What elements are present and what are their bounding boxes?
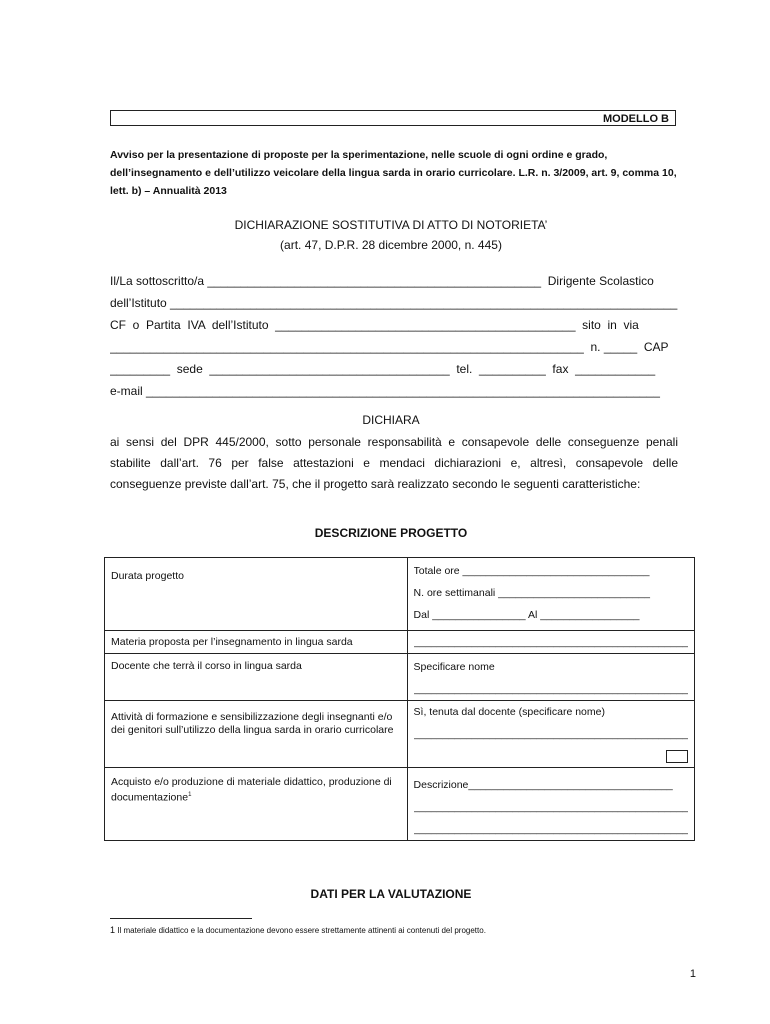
- footnote-ref: 1: [188, 792, 192, 798]
- descrizione-heading: DESCRIZIONE PROGETTO: [314, 526, 468, 540]
- field-cf-piva[interactable]: CF o Partita IVA dell’Istituto _____________________________________________ sito in via: [110, 318, 639, 332]
- label-docente: Docente che terrà il corso in lingua sarda: [105, 654, 408, 701]
- materia-field[interactable]: _______________________________________________: [413, 636, 688, 648]
- descrizione-line-2[interactable]: _______________________________________________: [413, 801, 688, 813]
- materia-cell: [407, 631, 694, 654]
- label-durata: Durata progetto: [105, 558, 408, 631]
- document-title: DICHIARAZIONE SOSTITUTIVA DI ATTO DI NOTORIETA’: [234, 218, 548, 232]
- docente-name-field[interactable]: _______________________________________________: [413, 683, 688, 695]
- footnote-number: 1: [110, 925, 116, 935]
- specificare-nome-label: Specificare nome: [413, 661, 495, 673]
- field-sede-tel-fax[interactable]: _________ sede ____________________________________ tel. __________ fax ____________: [110, 362, 656, 376]
- table-row: [105, 631, 695, 654]
- table-row: [105, 654, 695, 701]
- modello-label: MODELLO B: [110, 110, 676, 126]
- field-istituto[interactable]: dell’Istituto ____________________________________________________________________________: [110, 296, 678, 310]
- attivita-cell: [407, 701, 694, 768]
- page-number: 1: [689, 968, 696, 980]
- materiale-label-cell: [105, 768, 408, 841]
- field-email[interactable]: e-mail _____________________________________________________________________________: [110, 384, 660, 398]
- table-row: [105, 701, 695, 768]
- label-materia: Materia proposta per l’insegnamento in lingua sarda: [105, 631, 408, 654]
- table-row: [105, 558, 695, 631]
- footnote: [110, 925, 710, 935]
- option-no-row: [414, 745, 688, 767]
- option-si-label: Sì, tenuta dal docente (specificare nome): [413, 706, 605, 718]
- totale-ore-field[interactable]: Totale ore ________________________________: [413, 565, 650, 577]
- dal-al-field[interactable]: Dal ________________ Al _________________: [413, 609, 640, 621]
- footnote-text: Il materiale didattico e la documentazione devono essere strettamente attinenti ai contenuti del progetto.: [117, 926, 486, 935]
- dichiara-heading: DICHIARA: [362, 413, 420, 427]
- durata-cell: [407, 558, 694, 631]
- label-materiale: Acquisto e/o produzione di materiale didattico, produzione di documentazione: [111, 776, 392, 804]
- field-sottoscritto[interactable]: Il/La sottoscritto/a __________________________________________________ Dirigente Scolastico: [110, 274, 654, 288]
- materiale-cell: [407, 768, 694, 841]
- ore-settimanali-field[interactable]: N. ore settimanali __________________________: [413, 587, 650, 599]
- table-row: [105, 768, 695, 841]
- docente-cell: [407, 654, 694, 701]
- declaration-paragraph: ai sensi del DPR 445/2000, sotto personale responsabilità e consapevole delle conseguenze penali stabilite dall’art. 76 per false attestazioni e mendaci dichiarazioni e, altresì, consapevole delle conseguenze previste dall’art. 75, che il progetto sarà realizzato secondo le seguenti caratteristiche:: [110, 435, 678, 491]
- descrizione-line-3[interactable]: _______________________________________________: [413, 823, 688, 835]
- project-description-table: [104, 557, 695, 841]
- document-subtitle: (art. 47, D.P.R. 28 dicembre 2000, n. 445): [280, 238, 502, 252]
- si-docente-field[interactable]: _______________________________________________: [413, 728, 688, 740]
- dati-valutazione-heading: DATI PER LA VALUTAZIONE: [310, 887, 472, 901]
- avviso-heading: Avviso per la presentazione di proposte per la sperimentazione, nelle scuole di ogni ordine e grado, dell’insegnamento e dell’utilizzo veicolare della lingua sarda in orario curricolare. L.R. n. 3/2009, art. 9, comma 10, lett. b) – Annualità 2013: [110, 149, 677, 197]
- descrizione-field[interactable]: Descrizione___________________________________: [413, 779, 673, 791]
- footnote-separator: [110, 918, 252, 919]
- field-via-cap[interactable]: _______________________________________________________________________ n. _____ CAP: [110, 340, 669, 354]
- no-checkbox[interactable]: [666, 750, 688, 763]
- label-attivita: Attività di formazione e sensibilizzazione degli insegnanti e/o dei genitori sull’utilizzo della lingua sarda in orario curricolare: [105, 701, 408, 768]
